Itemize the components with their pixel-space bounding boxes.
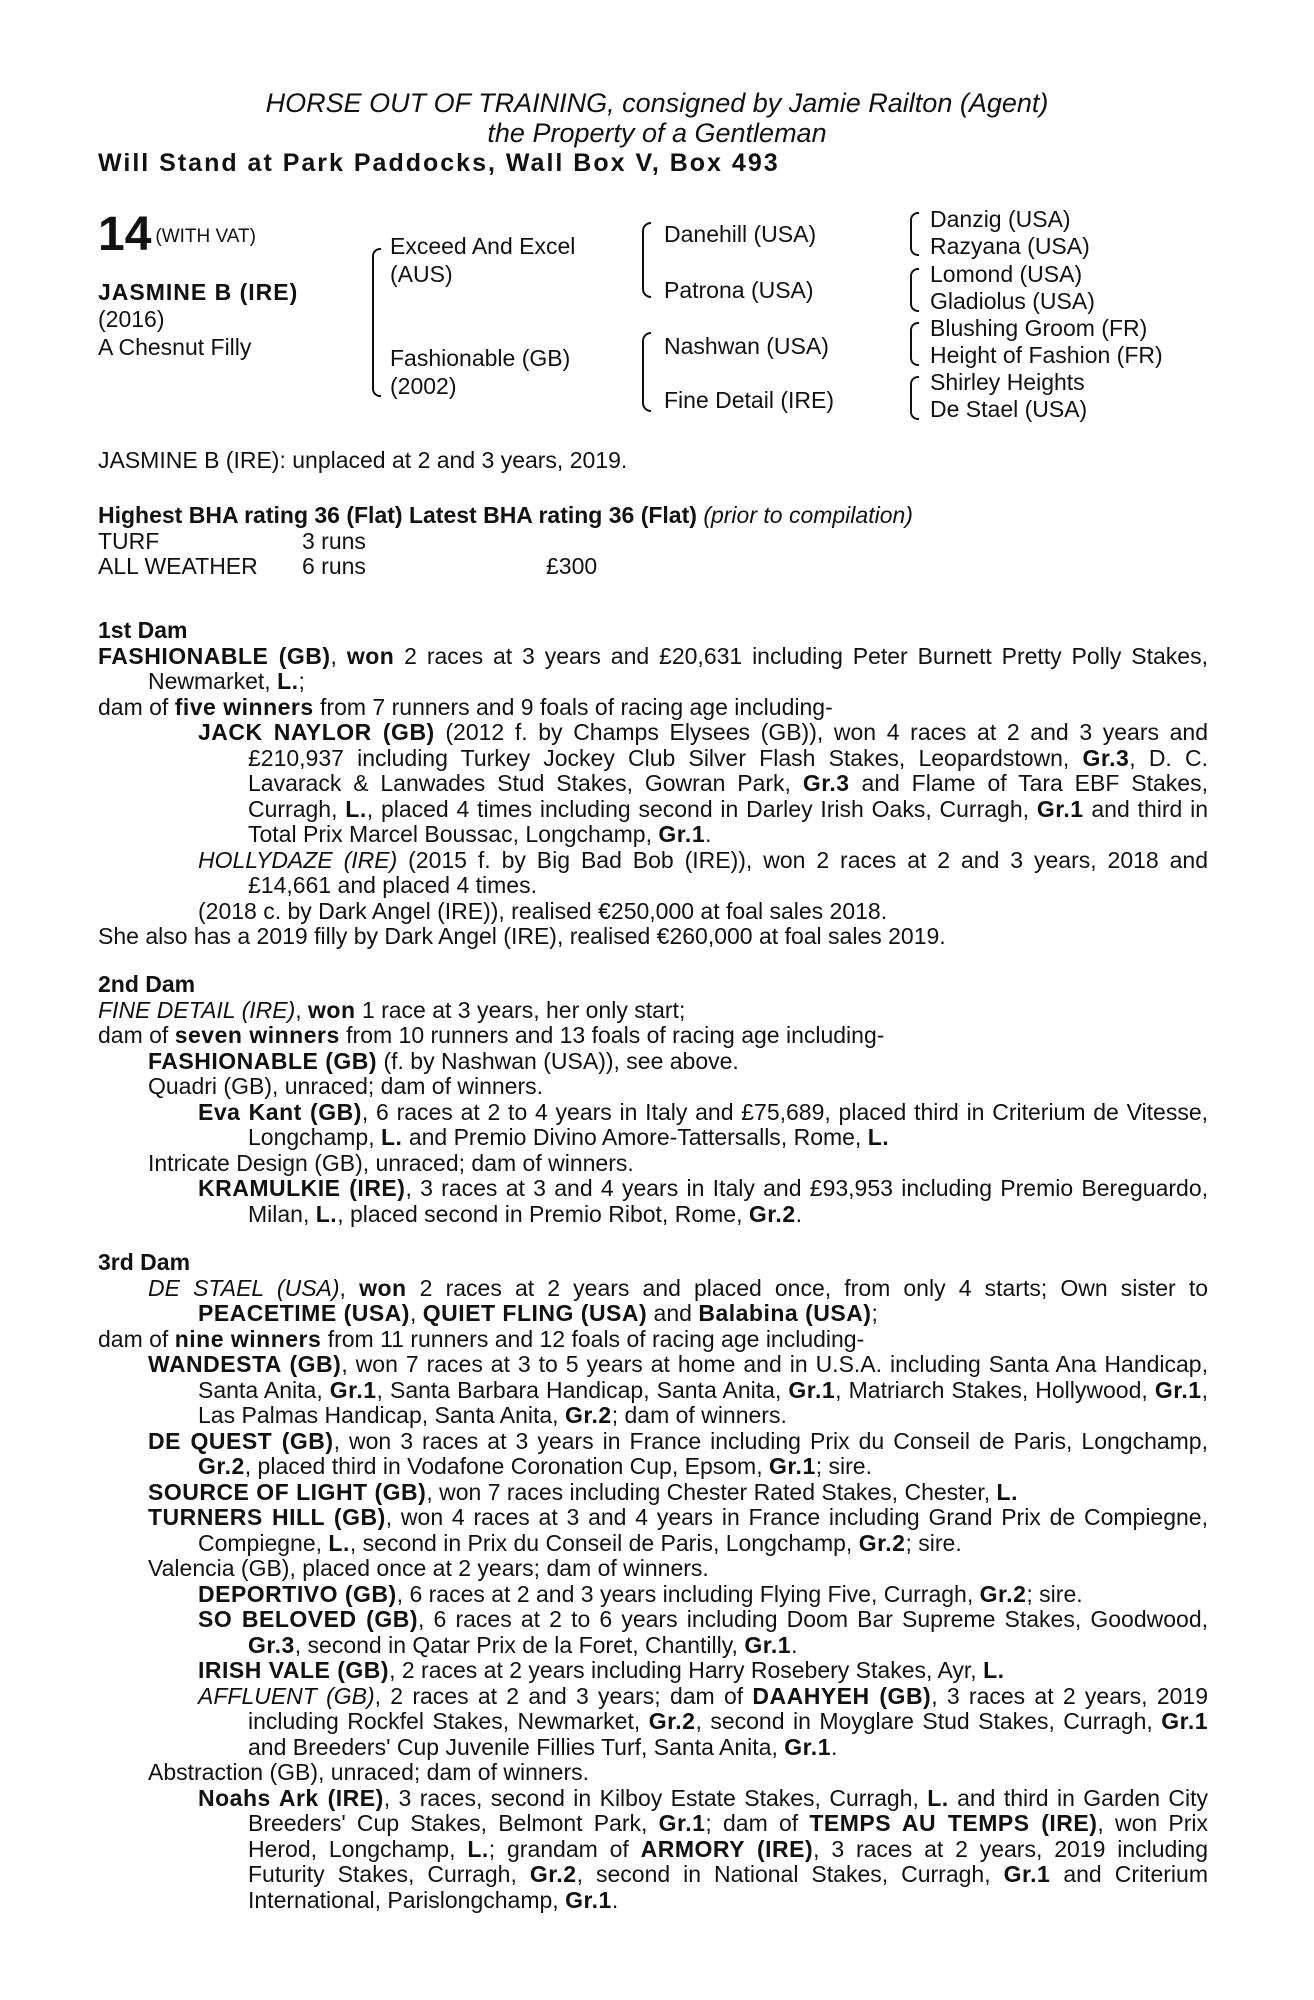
pedigree-entry: Abstraction (GB), unraced; dam of winners. [148,1759,590,1785]
pedigree-entry: DE QUEST (GB), won 3 races at 3 years in France including Prix du Conseil de Paris, Longchamp, Gr.2, placed third in Vodafone Coronation Cup, Epsom, Gr.1; sire. [148,1427,1208,1479]
pedigree-entry: She also has a 2019 filly by Dark Angel (IRE), realised €260,000 at foal sales 2019. [98,923,946,949]
vat-note: (WITH VAT) [155,226,256,247]
pedigree-entry: Intricate Design (GB), unraced; dam of winners. [148,1149,634,1176]
dam-heading: 1st Dam [98,617,188,643]
pedigree-brace-gen3a [910,212,919,256]
pedigree-entry: dam of five winners from 7 runners and 9 foals of racing age including- [98,693,833,720]
pedigree-entry: FASHIONABLE (GB), won 2 races at 3 years and £20,631 including Peter Burnett Pretty Polly Stakes, Newmarket, L.; [98,642,1208,694]
pedigree-entry: WANDESTA (GB), won 7 races at 3 to 5 years at home and in U.S.A. including Santa Ana Handicap, Santa Anita, Gr.1, Santa Barbara Handicap, Santa Anita, Gr.1, Matriarch Stakes, Hollywood, Gr.1, Las Palmas Handicap, Santa Anita, Gr.2; dam of winners. [148,1351,1208,1428]
pedigree-brace-gen3c [910,322,919,366]
third-dam-section [98,1236,1208,1913]
pedigree-gen3-3: Lomond (USA) [930,261,1083,287]
pedigree-entry: SO BELOVED (GB), 6 races at 2 to 6 years including Doom Bar Supreme Stakes, Goodwood, Gr.3, second in Qatar Prix de la Foret, Chantilly, Gr.1. [198,1606,1208,1658]
dam-heading: 3rd Dam [98,1249,191,1275]
pedigree-entry: HOLLYDAZE (IRE) (2015 f. by Big Bad Bob (IRE)), won 2 races at 2 and 3 years, 2018 and £14,661 and placed 4 times. [198,846,1208,898]
pedigree-entry: AFFLUENT (GB), 2 races at 2 and 3 years; dam of DAAHYEH (GB), 3 races at 2 years, 2019 including Rockfel Stakes, Newmarket, Gr.2, second in Moyglare Stud Stakes, Curragh, Gr.1 and Breeders' Cup Juvenile Fillies Turf, Santa Anita, Gr.1. [198,1682,1209,1760]
pedigree-gen2-3: Nashwan (USA) [664,333,829,359]
pedigree-gen2-4: Fine Detail (IRE) [664,387,834,413]
stabling-line: Will Stand at Park Paddocks, Wall Box V, Box 493 [98,149,780,177]
pedigree-entry: FASHIONABLE (GB) (f. by Nashwan (USA)), see above. [148,1047,739,1074]
pedigree-dam: Fashionable (GB) [390,345,571,371]
pedigree-gen3-7: Shirley Heights [930,369,1085,395]
pedigree-entry: Noahs Ark (IRE), 3 races, second in Kilboy Estate Stakes, Curragh, L. and third in Garden City Breeders' Cup Stakes, Belmont Park, Gr.1; dam of TEMPS AU TEMPS (IRE), won Prix Herod, Longchamp, L.; grandam of ARMORY (IRE), 3 races at 2 years, 2019 including Futurity Stakes, Curragh, Gr.2, second in National Stakes, Curragh, Gr.1 and Criterium International, Parislongchamp, Gr.1. [198,1784,1209,1913]
runs-row-all-weather: ALL WEATHER 6 runs £300 [98,553,598,579]
pedigree-entry: DE STAEL (USA), won 2 races at 2 years and placed once, from only 4 starts; Own sister to PEACETIME (USA), QUIET FLING (USA) and Balabina (USA); [148,1274,1209,1326]
horse-name: JASMINE B (IRE) [98,279,299,305]
pedigree-entry: dam of seven winners from 10 runners and 13 foals of racing age including- [98,1022,885,1048]
race-summary: JASMINE B (IRE): unplaced at 2 and 3 years, 2019. [98,447,628,473]
pedigree-gen3-6: Height of Fashion (FR) [930,342,1163,368]
pedigree-entry: Eva Kant (GB), 6 races at 2 to 4 years in Italy and £75,689, placed third in Criterium de Vitesse, Longchamp, L. and Premio Divino Amore-Tattersalls, Rome, L. [198,1098,1208,1150]
pedigree-gen3-1: Danzig (USA) [930,206,1071,232]
pedigree-entry: SOURCE OF LIGHT (GB), won 7 races including Chester Rated Stakes, Chester, L. [148,1478,1018,1505]
consignor-line: HORSE OUT OF TRAINING, consigned by Jamie Railton (Agent) [265,88,1049,118]
pedigree-entry: JACK NAYLOR (GB) (2012 f. by Champs Elysees (GB)), won 4 races at 2 and 3 years and £210,937 including Turkey Jockey Club Silver Flash Stakes, Leopardstown, Gr.3, D. C. Lavarack & Lanwades Stud Stakes, Gowran Park, Gr.3 and Flame of Tara EBF Stakes, Curragh, L., placed 4 times including second in Darley Irish Oaks, Curragh, Gr.1 and third in Total Prix Marcel Boussac, Longchamp, Gr.1. [198,719,1209,847]
pedigree-gen3-5: Blushing Groom (FR) [930,315,1148,341]
dam-heading: 2nd Dam [98,971,196,997]
pedigree-brace-gen2b [642,332,651,412]
second-dam-section [98,958,1208,1227]
pedigree-entry: Valencia (GB), placed once at 2 years; dam of winners. [148,1555,709,1581]
pedigree-entry: dam of nine winners from 11 runners and 12 foals of racing age including- [98,1325,865,1352]
lot-number: 14 [98,208,152,261]
pedigree-gen3-8: De Stael (USA) [930,396,1088,422]
pedigree-entry: KRAMULKIE (IRE), 3 races at 3 and 4 years in Italy and £93,953 including Premio Bereguardo, Milan, L., placed second in Premio Ribot, Rome, Gr.2. [198,1175,1208,1227]
pedigree-entry: Quadri (GB), unraced; dam of winners. [148,1073,543,1099]
bha-rating: Highest BHA rating 36 (Flat) Latest BHA rating 36 (Flat) [98,502,697,528]
pedigree-brace-gen1 [372,248,381,397]
rating-note: (prior to compilation) [703,502,913,528]
runs-row-turf: TURF 3 runs [98,527,366,554]
pedigree-dam-year: (2002) [390,373,457,399]
pedigree-gen3-2: Razyana (USA) [930,233,1090,259]
pedigree-entry: FINE DETAIL (IRE), won 1 race at 3 years, her only start; [98,996,686,1023]
horse-year: (2016) [98,306,165,332]
pedigree-sire-origin: (AUS) [390,261,453,287]
pedigree-entry: TURNERS HILL (GB), won 4 races at 3 and 4 years in France including Grand Prix de Compiegne, Compiegne, L., second in Prix du Conseil de Paris, Longchamp, Gr.2; sire. [148,1504,1208,1556]
pedigree-gen2-1: Danehill (USA) [664,221,817,247]
ratings-block [98,503,1208,580]
pedigree-gen3-4: Gladiolus (USA) [930,288,1095,314]
first-dam-section [98,604,1208,950]
pedigree-brace-gen3d [910,376,919,420]
pedigree-gen2-2: Patrona (USA) [664,277,814,303]
property-line: the Property of a Gentleman [487,118,827,148]
pedigree-brace-gen3b [910,268,919,312]
pedigree-entry: IRISH VALE (GB), 2 races at 2 years including Harry Rosebery Stakes, Ayr, L. [198,1657,1005,1683]
pedigree-sire: Exceed And Excel [390,233,576,259]
horse-description: A Chesnut Filly [98,334,252,360]
lot-line [98,210,256,267]
pedigree-brace-gen2a [642,222,651,298]
pedigree-entry: DEPORTIVO (GB), 6 races at 2 and 3 years including Flying Five, Curragh, Gr.2; sire. [198,1580,1083,1607]
pedigree-entry: (2018 c. by Dark Angel (IRE)), realised €250,000 at foal sales 2018. [198,897,888,924]
